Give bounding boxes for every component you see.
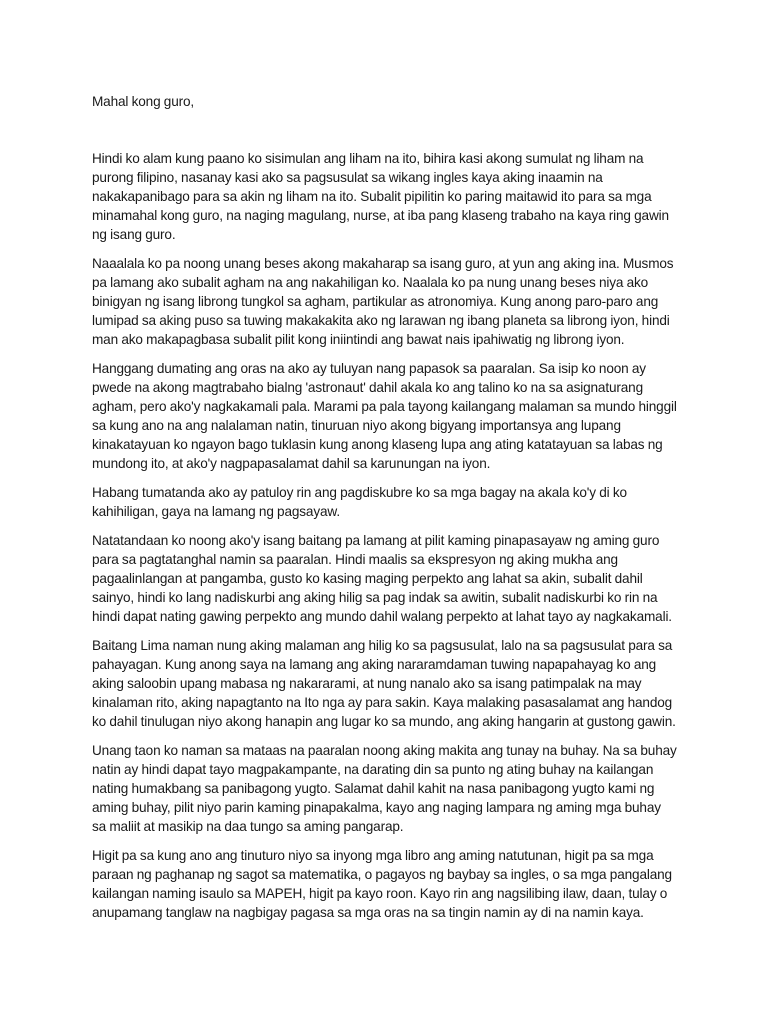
letter-paragraph: Habang tumatanda ako ay patuloy rin ang pagdiskubre ko sa mga bagay na akala ko'y di ko kahihiligan, gaya na lamang ng pagsayaw.: [92, 485, 627, 519]
letter-paragraph: Baitang Lima naman nung aking malaman ang hilig ko sa pagsusulat, lalo na sa pagsusulat para sa pahayagan. Kung anong saya na lamang ang aking nararamdaman tuwing napapahayag ko ang aking saloobin upang mabasa ng nakararami, at nung nanalo ako sa isang patimpalak na may kinalaman rito, aking napagtanto na Ito nga ay para sakin. Kaya malaking pasasalamat ang handog ko dahil tinulugan niyo akong hanapin ang lugar ko sa mundo, ang aking hangarin at gustong gawin.: [92, 638, 676, 729]
letter-paragraph: Natatandaan ko noong ako'y isang baitang pa lamang at pilit kaming pinapasayaw ng aming guro para sa pagtatanghal namin sa paaralan. Hindi maalis sa ekspresyon ng aking mukha ang pagaalinlangan at pangamba, gusto ko kasing maging perpekto ang lahat sa akin, subalit dahil sainyo, hindi ko lang nadiskurbi ang aking hilig sa pag indak sa awitin, subalit nadiskurbi ko rin na hindi dapat nating gawing perpekto ang mundo dahil walang perpekto at lahat tayo ay nagkakamali.: [92, 533, 672, 624]
letter-paragraph: Hindi ko alam kung paano ko sisimulan ang liham na ito, bihira kasi akong sumulat ng liham na purong filipino, nasanay kasi ako sa pagsusulat sa wikang ingles kaya aking inaamin na nakakapanibago para sa akin ng liham na ito. Subalit pipilitin ko paring maitawid ito para sa mga minamahal kong guro, na naging magulang, nurse, at iba pang klaseng trabaho na kaya ring gawin ng isang guro.: [92, 151, 669, 242]
letter-paragraph: Naaalala ko pa noong unang beses akong makaharap sa isang guro, at yun ang aking ina. Musmos pa lamang ako subalit agham na ang nakahiligan ko. Naalala ko pa nung unang beses niya ako binigyan ng isang librong tungkol sa agham, partikular as atronomiya. Kung anong paro-paro ang lumipad sa aking puso sa tuwing makakakita ako ng larawan ng ibang planeta sa librong iyon, hindi man ako makapagbasa subalit pilit kong iniintindi ang bawat nais ipahiwatig ng librong iyon.: [92, 256, 674, 347]
letter-paragraph: Hanggang dumating ang oras na ako ay tuluyan nang papasok sa paaralan. Sa isip ko noon ay pwede na akong magtrabaho bialng 'astronaut' dahil akala ko ang talino ko na sa asignaturang agham, pero ako'y nagkakamali pala. Marami pa pala tayong kailangang malaman sa mundo hinggil sa kung ano na ang nalalaman natin, tinuruan niyo akong bigyang importansya ang lupang kinakatayuan ko ngayon bago tuklasin kung anong klaseng lupa ang ating katatayuan sa labas ng mundong ito, at ako'y nagpapasalamat dahil sa karunungan na iyon.: [92, 361, 677, 471]
letter-salutation: Mahal kong guro,: [92, 94, 195, 109]
letter-paragraph: Higit pa sa kung ano ang tinuturo niyo sa inyong mga libro ang aming natutunan, higit pa sa mga paraan ng paghanap ng sagot sa matematika, o pagayos ng baybay sa ingles, o sa mga pangalang kailangan naming isaulo sa MAPEH, higit pa kayo roon. Kayo rin ang nagsilibing ilaw, daan, tulay o anupamang tanglaw na nagbigay pagasa sa mga oras na sa tingin namin ay di na namin kaya.: [92, 848, 672, 920]
letter-paragraph: Unang taon ko naman sa mataas na paaralan noong aking makita ang tunay na buhay. Na sa buhay natin ay hindi dapat tayo magpakampante, na darating din sa punto ng ating buhay na kailangan nating humakbang sa panibagong yugto. Salamat dahil kahit na nasa panibagong yugto kami ng aming buhay, pilit niyo parin kaming pinapakalma, kayo ang naging lampara ng aming mga buhay sa maliit at masikip na daa tungo sa aming pangarap.: [92, 743, 677, 834]
